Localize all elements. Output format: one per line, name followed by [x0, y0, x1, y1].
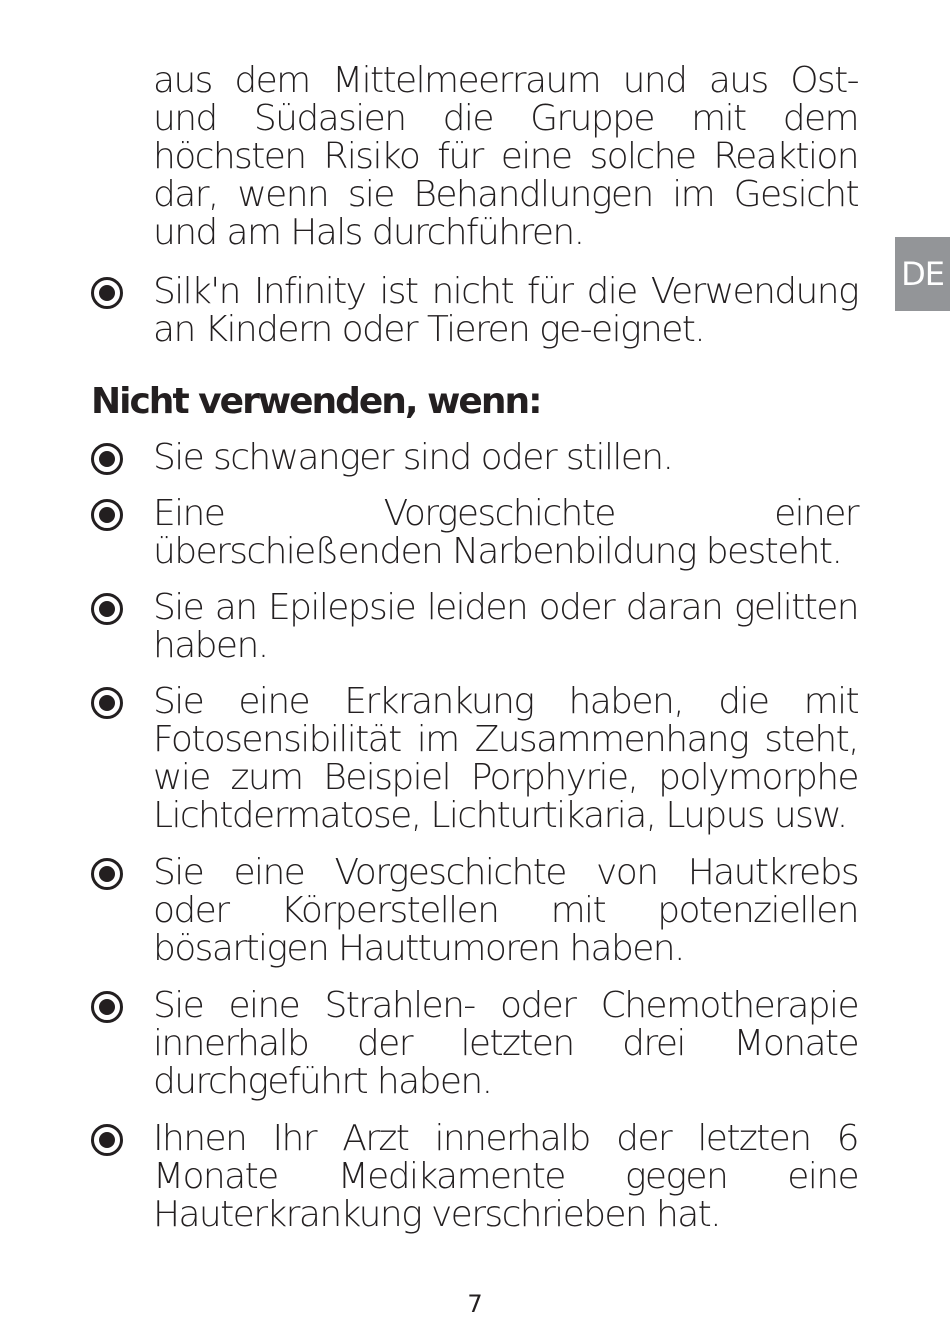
language-tab: DE	[895, 237, 950, 311]
bullet-icon	[91, 687, 123, 719]
list-item: Eine Vorgeschichte einer überschießenden Narbenbildung besteht.	[153, 493, 858, 572]
list-item: Sie eine Erkrankung haben, die mit Fotosensibilität im Zusammenhang steht, wie zum Beispiel Porphyrie, polymorphe Lichtdermatose, Lichturtikaria, Lupus usw.	[153, 681, 858, 836]
bullet-icon	[91, 499, 123, 531]
list-item: Sie schwanger sind oder stillen.	[153, 437, 673, 478]
list-item: Sie an Epilepsie leiden oder daran gelitten haben.	[153, 587, 858, 666]
list-item: Sie eine Vorgeschichte von Hautkrebs oder Körperstellen mit potenziellen bösartigen Hauttumoren haben.	[153, 852, 858, 969]
bullet-icon	[91, 277, 123, 309]
list-item-first: Silk'n Infinity ist nicht für die Verwendung an Kindern oder Tieren ge-eignet.	[153, 271, 858, 350]
intro-paragraph: aus dem Mittelmeerraum und aus Ost- und Südasien die Gruppe mit dem höchsten Risiko für eine solche Reaktion dar, wenn sie Behandlungen im Gesicht und am Hals durchführen.	[153, 60, 858, 253]
bullet-icon	[91, 443, 123, 475]
list-item: Sie eine Strahlen- oder Chemotherapie innerhalb der letzten drei Monate durchgeführt haben.	[153, 985, 858, 1102]
bullet-icon	[91, 858, 123, 890]
bullet-icon	[91, 1124, 123, 1156]
page-number: 7	[467, 1290, 483, 1318]
bullet-icon	[91, 593, 123, 625]
bullet-icon	[91, 991, 123, 1023]
section-heading: Nicht verwenden, wenn:	[91, 381, 541, 422]
list-item: Ihnen Ihr Arzt innerhalb der letzten 6 Monate Medikamente gegen eine Hauterkrankung verschrieben hat.	[153, 1118, 858, 1235]
